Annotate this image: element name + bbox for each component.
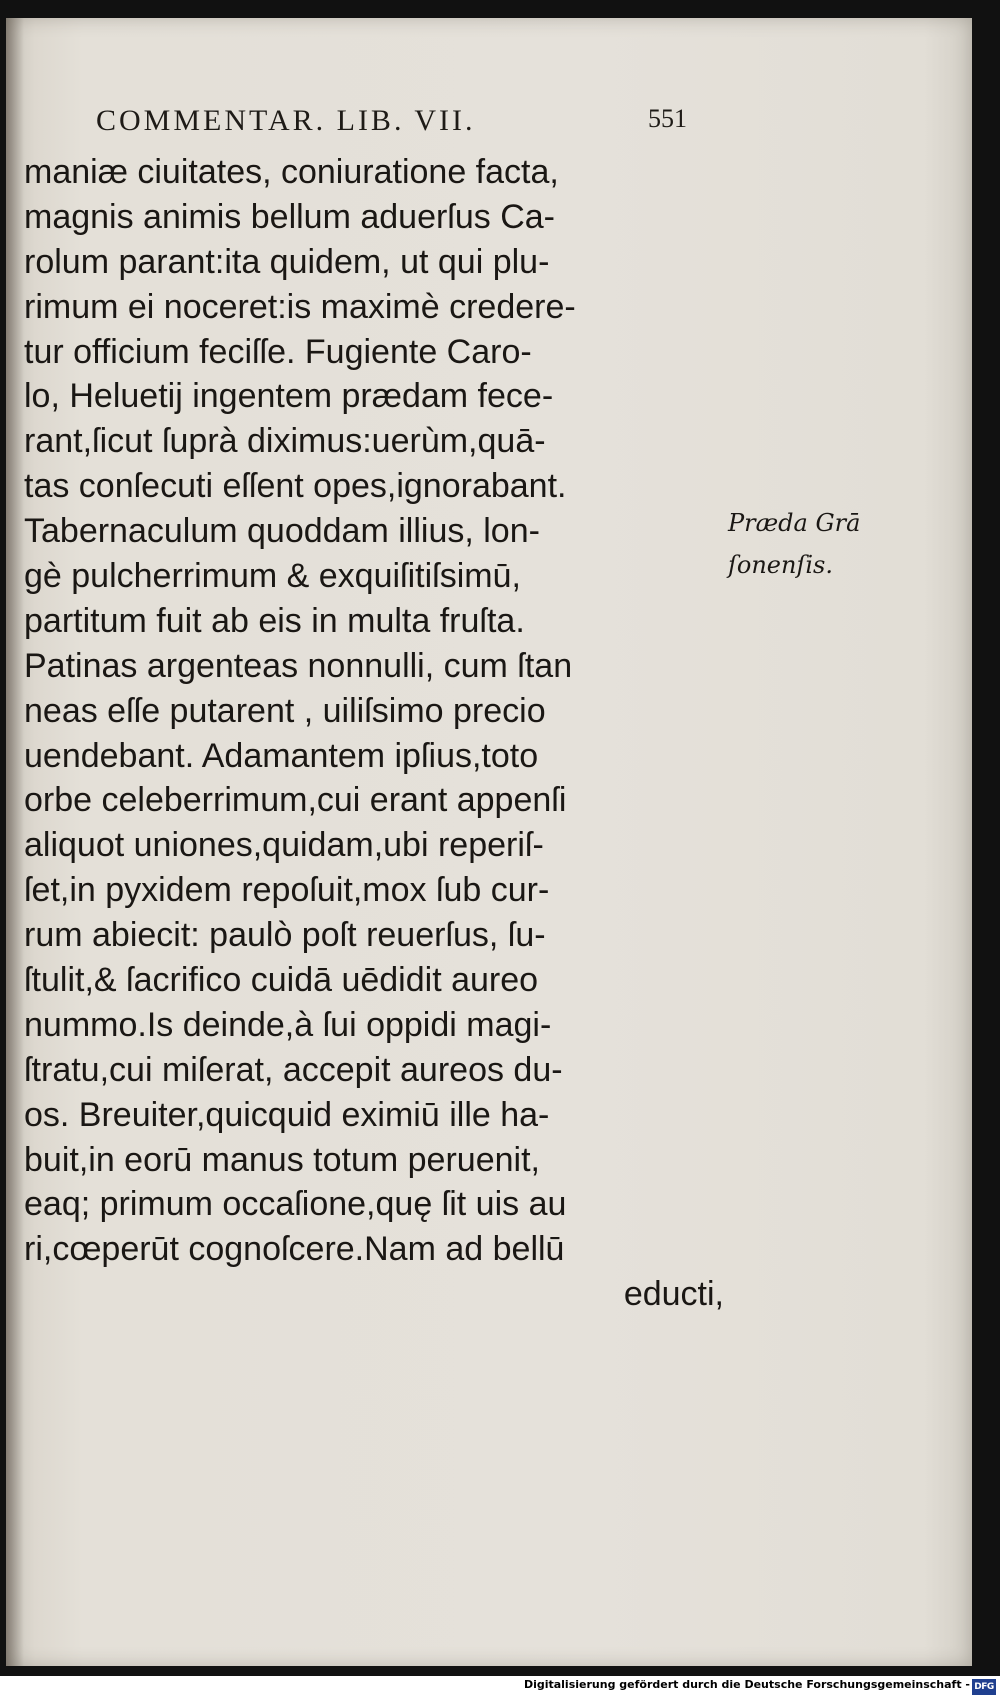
text-line: buit,in eorū manus totum peruenit, xyxy=(24,1140,540,1179)
text-line: gè pulcherrimum & exquiſitiſsimū, xyxy=(24,557,521,596)
text-line: Patinas argenteas nonnulli, cum ſtan xyxy=(24,646,573,685)
text-line: aliquot uniones,quidam,ubi reperiſ- xyxy=(24,826,544,865)
text-line: rimum ei noceret:is maximè credere- xyxy=(24,287,576,326)
dfg-logo[interactable]: DFG xyxy=(972,1679,996,1695)
text-line: Tabernaculum quoddam illius, lon- xyxy=(24,512,540,551)
text-line: ſet,in pyxidem repoſuit,mox ſub cur- xyxy=(24,871,550,910)
text-line: rolum parant:ita quidem, ut qui plu- xyxy=(24,242,550,281)
marginal-note xyxy=(728,502,898,586)
text-line: neas eſſe putarent , uiliſsimo precio xyxy=(24,691,546,730)
running-head xyxy=(96,104,716,144)
page-gutter-shadow xyxy=(6,18,24,1666)
text-line: partitum fuit ab eis in multa fruſta. xyxy=(24,601,525,640)
text-line: orbe celeberrimum,cui erant appenſi xyxy=(24,781,567,820)
catchword: educti, xyxy=(623,1275,724,1314)
text-line: lo, Heluetij ingentem prædam fece- xyxy=(24,377,554,416)
marginal-note-line: Præda Grā xyxy=(728,509,861,537)
marginal-note-line: ſonenſis. xyxy=(728,551,833,579)
text-line: tas conſecuti eſſent opes,ignorabant. xyxy=(24,467,567,506)
text-line: ſtulit,& ſacrifico cuidā uēdidit aureo xyxy=(24,961,539,1000)
text-line: magnis animis bellum aduerſus Ca- xyxy=(24,197,556,236)
text-line: uendebant. Adamantem ipſius,toto xyxy=(24,736,539,775)
footer-bar xyxy=(0,1676,1000,1700)
funding-credit: Digitalisierung gefördert durch die Deutsche Forschungsgemeinschaft - xyxy=(523,1678,970,1691)
text-line: ſtratu,cui miſerat, accepit aureos du- xyxy=(24,1050,563,1089)
text-line: rant,ſicut ſuprà diximus:uerùm,quā- xyxy=(24,422,546,461)
text-line: nummo.Is deinde,à ſui oppidi magi- xyxy=(24,1005,552,1044)
text-line: tur officium feciſſe. Fugiente Caro- xyxy=(24,332,532,371)
body-text xyxy=(24,150,724,1317)
text-line: os. Breuiter,quicquid eximiū ille ha- xyxy=(24,1095,550,1134)
running-head-title: COMMENTAR. LIB. VII. xyxy=(96,104,476,137)
page-number: 551 xyxy=(648,104,687,133)
text-line: eaq; primum occaſione,quę ſit uis au xyxy=(24,1185,567,1224)
text-line: ri,cœperūt cognoſcere.Nam ad bellū xyxy=(24,1230,565,1269)
text-line: rum abiecit: paulò poſt reuerſus, ſu- xyxy=(24,916,546,955)
text-line: maniæ ciuitates, coniuratione facta, xyxy=(24,153,559,191)
